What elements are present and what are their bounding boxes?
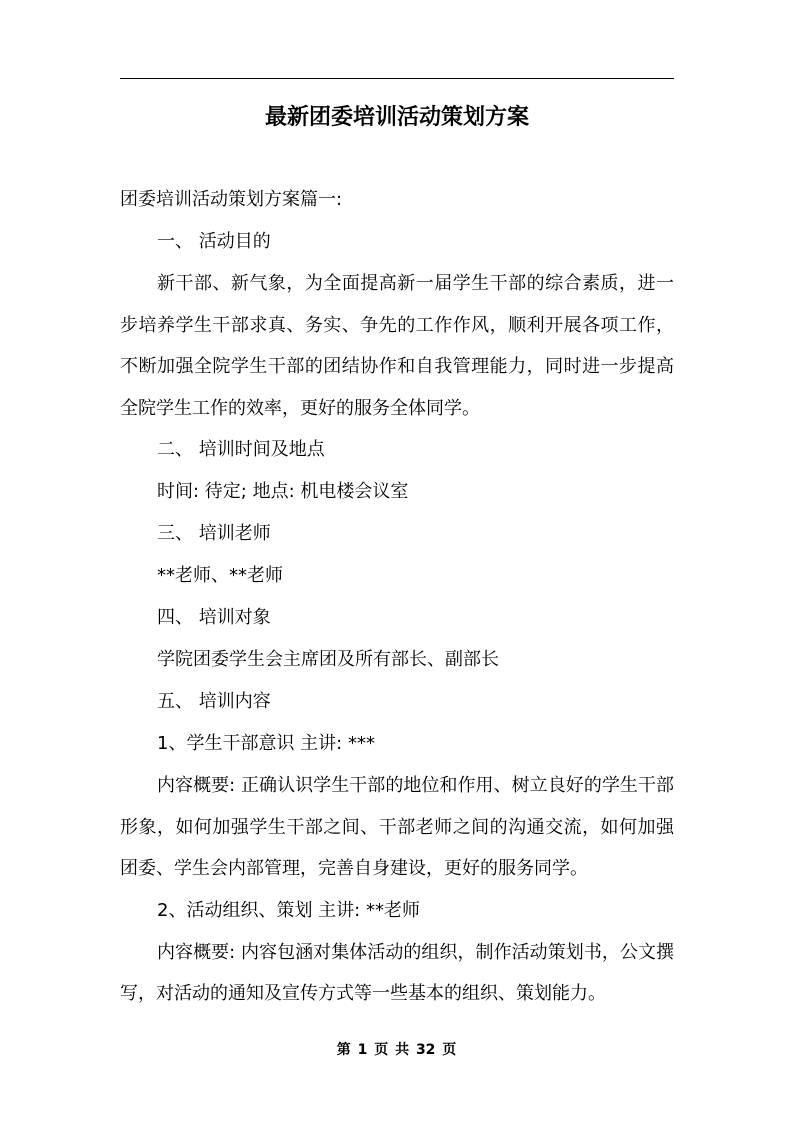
heading-purpose: 一、 活动目的 bbox=[157, 231, 271, 252]
text-time-location: 时间: 待定; 地点: 机电楼会议室 bbox=[157, 481, 409, 502]
item-2-title: 2、活动组织、策划 主讲: **老师 bbox=[157, 899, 420, 921]
heading-time-location: 二、 培训时间及地点 bbox=[157, 439, 325, 460]
document-body bbox=[120, 179, 674, 1015]
item-1-summary: 内容概要: 正确认识学生干部的地位和作用、树立良好的学生干部形象，如何加强学生干部之间、干部老师之间的沟通交流，如何加强团委、学生会内部管理，完善自身建设，更好的服务同学。 bbox=[120, 775, 674, 879]
item-2-summary: 内容概要: 内容包涵对集体活动的组织，制作活动策划书，公文撰写，对活动的通知及宣传方式等一些基本的组织、策划能力。 bbox=[120, 941, 674, 1004]
text-audience: 学院团委学生会主席团及所有部长、副部长 bbox=[157, 649, 499, 670]
heading-audience: 四、 培训对象 bbox=[157, 607, 271, 628]
heading-trainers: 三、 培训老师 bbox=[157, 523, 271, 544]
text-trainers: **老师、**老师 bbox=[157, 565, 283, 586]
item-1-title: 1、学生干部意识 主讲: *** bbox=[157, 733, 375, 754]
document-title: 最新团委培训活动策划方案 bbox=[264, 105, 529, 130]
header-rule bbox=[120, 78, 674, 79]
paragraph-purpose: 新干部、新气象，为全面提高新一届学生干部的综合素质，进一步培养学生干部求真、务实、争先的工作作风，顺利开展各项工作，不断加强全院学生干部的团结协作和自我管理能力，同时进一步提高全院学生工作的效率，更好的服务全体同学。 bbox=[120, 273, 674, 419]
page-number: 第 1 页 共 32 页 bbox=[336, 1042, 457, 1058]
section-intro: 团委培训活动策划方案篇一: bbox=[120, 189, 343, 210]
heading-content: 五、 培训内容 bbox=[157, 691, 271, 712]
